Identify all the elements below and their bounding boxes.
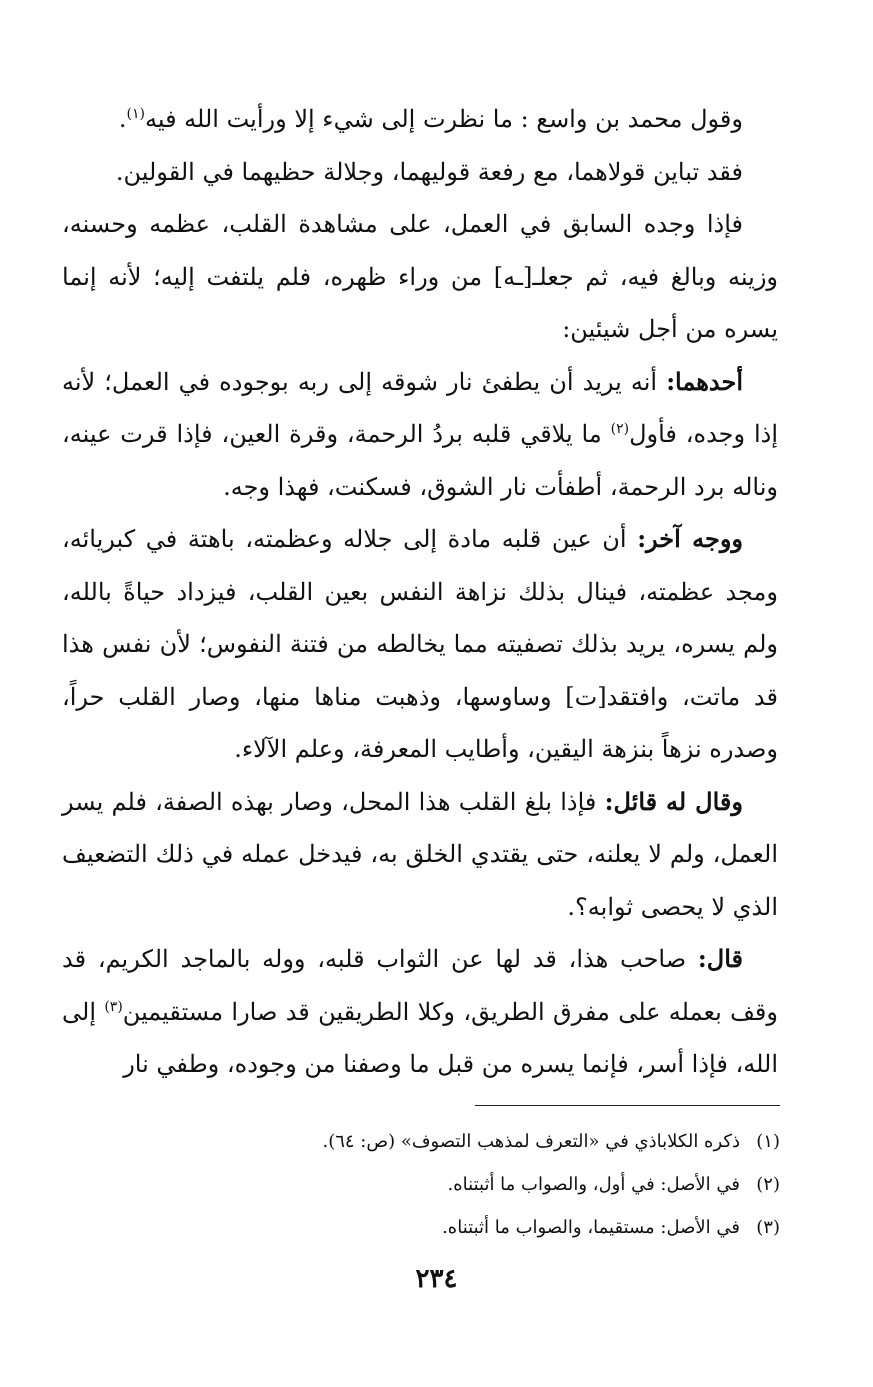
footnote-separator	[475, 1105, 780, 1106]
paragraph-lead: ووجه آخر:	[637, 524, 744, 553]
paragraph-7	[62, 933, 778, 1091]
paragraph-3	[62, 198, 778, 356]
footnote-reference: (٢)	[610, 421, 630, 437]
paragraph-4	[62, 356, 778, 514]
footnote-text: ذكره الكلاباذي في «التعرف لمذهب التصوف» (ص: ٦٤).	[322, 1131, 740, 1152]
footnote-reference: (٣)	[104, 998, 123, 1015]
footnote-number: (٣)	[756, 1217, 780, 1238]
footnote-number: (٢)	[756, 1174, 780, 1195]
paragraph-5	[62, 513, 778, 776]
footnote-reference: (١)	[126, 106, 145, 122]
paragraph-6	[62, 776, 778, 934]
paragraph-1	[62, 93, 778, 146]
paragraph-lead: وقال له قائل:	[604, 786, 743, 816]
page-number: ٢٣٤	[415, 1264, 458, 1294]
footnote-3	[200, 1206, 780, 1249]
paragraph-text: صاحب هذا، قد لها عن الثواب قلبه، ووله بالماجد الكريم، قد وقف بعمله على مفرق الطريق، وكلا الطريقين قد صارا مستقيمين	[62, 945, 778, 1026]
paragraph-text: وقول محمد بن واسع : ما نظرت إلى شيء إلا ورأيت الله فيه	[144, 105, 743, 133]
footnote-number: (١)	[756, 1131, 780, 1152]
paragraph-end: .	[118, 105, 127, 133]
paragraph-text: فإذا وجده السابق في العمل، على مشاهدة القلب، عظمه وحسنه، وزينه وبالغ فيه، ثم جعلـ[ـه] من وراء ظهره، فلم يلتفت إليه؛ لأنه إنما يسره من أجل شيئين:	[62, 210, 778, 343]
paragraph-lead: أحدهما:	[666, 366, 743, 396]
main-text	[62, 93, 778, 1091]
paragraph-text: فإذا بلغ القلب هذا المحل، وصار بهذه الصفة، فلم يسر العمل، ولم لا يعلنه، حتى يقتدي الخلق به، فيدخل عمله في ذلك التضعيف الذي لا يحصى ثوابه؟.	[62, 787, 778, 921]
paragraph-text: فقد تباين قولاهما، مع رفعة قوليهما، وجلالة حظيهما في القولين.	[115, 157, 743, 186]
paragraph-text: أن عين قلبه مادة إلى جلاله وعظمته، باهتة في كبريائه، ومجد عظمته، فينال بذلك نزاهة النفس بعين القلب، فيزداد حياةً بالله، ولم يسره، يريد بذلك تصفيته مما يخالطه من فتنة النفوس؛ لأن نفس هذا قد ماتت، وافتقد[ت] وساوسها، وذهبت مناها منها، وصار القلب حراً، وصدره نزهاً بنزهة اليقين، وأطايب المعرفة، وعلم الآلاء.	[62, 525, 778, 763]
footnote-text: في الأصل: مستقيما، والصواب ما أثبتناه.	[442, 1217, 740, 1238]
paragraph-2	[62, 146, 778, 199]
footnote-1	[200, 1120, 780, 1163]
paragraph-text-continued: ما يلاقي قلبه بردُ الرحمة، وقرة العين، فإذا قرت عينه، وناله برد الرحمة، أطفأت نار الشوق، فسكنت، فهذا وجه.	[62, 420, 778, 501]
paragraph-lead: قال:	[697, 944, 743, 973]
footnote-2	[200, 1163, 780, 1206]
footnotes	[200, 1120, 780, 1249]
footnote-text: في الأصل: في أول، والصواب ما أثبتناه.	[447, 1174, 740, 1195]
paragraph-text-continued: إلى الله، فإذا أسر، فإنما يسره من قبل ما وصفنا من وجوده، وطفي نار	[62, 997, 778, 1078]
paragraph-text: أنه يريد أن يطفئ نار شوقه إلى ربه بوجوده في العمل؛ لأنه إذا وجده، فأول	[62, 367, 778, 448]
